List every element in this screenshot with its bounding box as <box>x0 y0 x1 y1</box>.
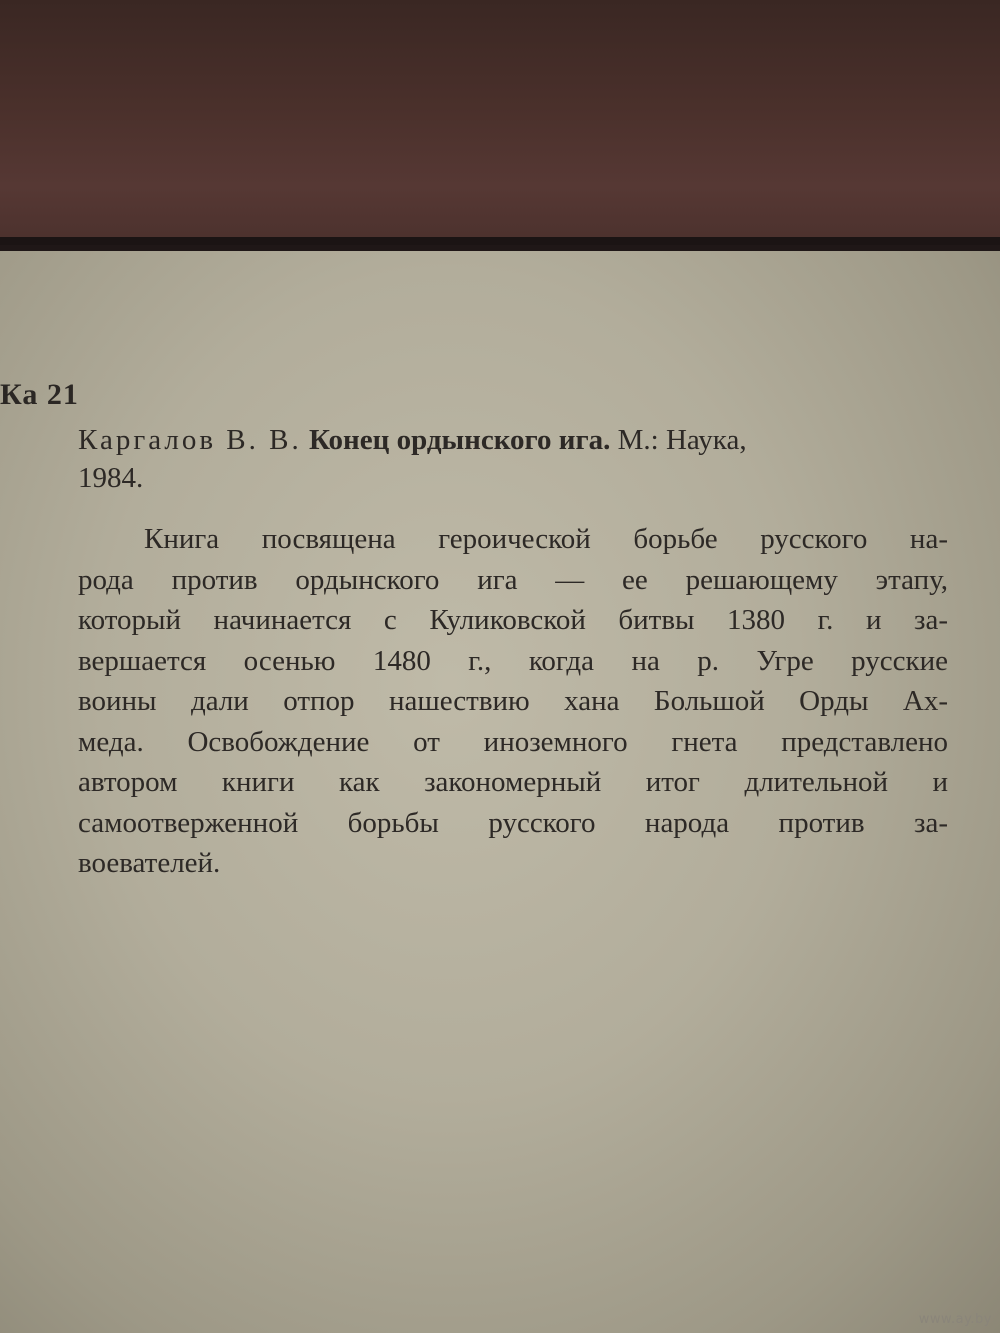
abstract-line: Книга посвящена героической борьбе русского на- <box>144 523 948 555</box>
citation-title: Конец ордынского ига. <box>308 424 611 456</box>
bibliographic-citation <box>78 421 958 497</box>
abstract-line: автором книги как закономерный итог длительной и <box>78 766 948 798</box>
citation-author: Каргалов В. В. <box>78 424 302 456</box>
abstract-line: воины дали отпор нашествию хана Большой Орды Ах- <box>78 685 948 717</box>
abstract-line: рода против ордынского ига — ее решающему этапу, <box>78 563 948 596</box>
abstract-line: самоотверженной борьбы русского народа против за- <box>78 806 948 839</box>
watermark: www.ay.by <box>918 1312 992 1327</box>
citation-year: 1984. <box>78 462 144 494</box>
abstract-paragraph <box>78 519 948 884</box>
abstract-line: который начинается с Куликовской битвы 1380 г. и за- <box>78 604 948 636</box>
abstract-line: воевателей. <box>78 847 221 879</box>
abstract-line: вершается осенью 1480 г., когда на р. Угре русские <box>78 644 948 677</box>
catalog-code: Ка 21 <box>0 378 79 411</box>
citation-publisher: М.: Наука, <box>617 424 747 456</box>
abstract-line: меда. Освобождение от иноземного гнета представлено <box>78 725 948 758</box>
